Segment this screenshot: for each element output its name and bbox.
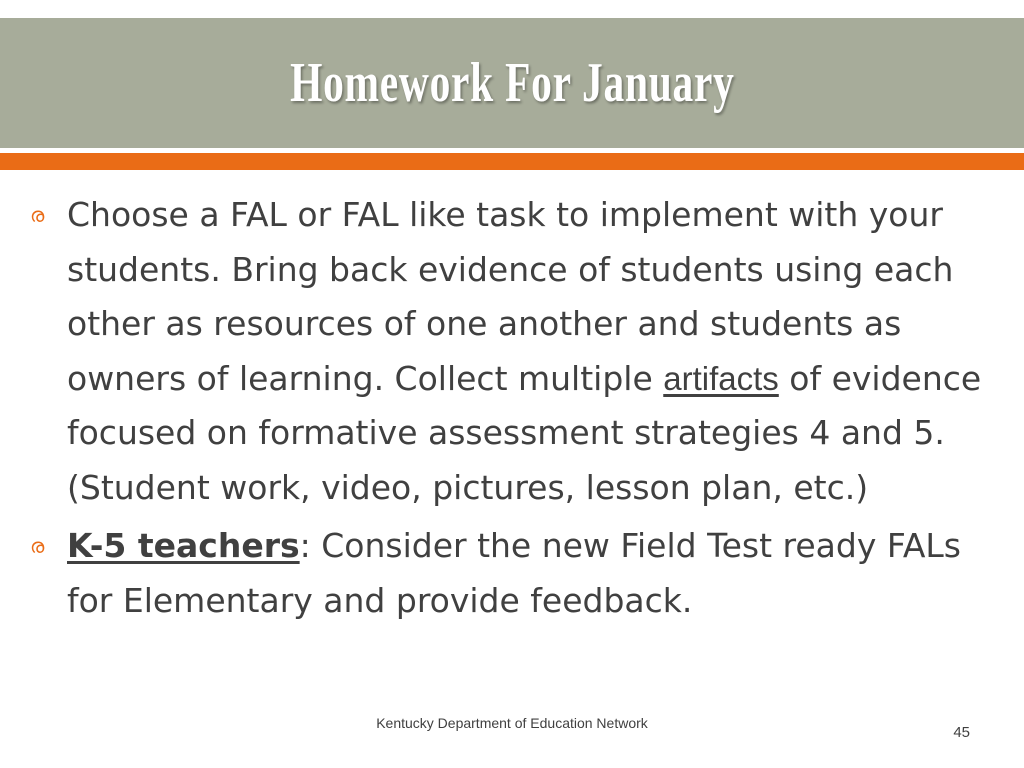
title-band [0, 18, 1024, 148]
ornamental-swirl-icon: ര [30, 534, 45, 558]
ornamental-swirl-icon: ര [30, 203, 45, 227]
footer-text: Kentucky Department of Education Network [376, 715, 648, 731]
bullet-item [30, 519, 990, 628]
k5-teachers-emphasis: K-5 teachers [67, 526, 300, 565]
bullet-text: : Consider the new Field Test ready FALs for Elementary and provide feedback. [67, 526, 961, 620]
bullet-text-continued: of evidence focused on formative assessment strategies 4 and 5. (Student work, video, pictures, lesson plan, etc.) [67, 358, 982, 507]
title-divider-accent [0, 153, 1024, 170]
artifacts-emphasis: artifacts [663, 359, 779, 397]
page-number: 45 [953, 724, 970, 741]
bullet-list [30, 188, 990, 628]
bullet-text: Choose a FAL or FAL like task to implement with your students. Bring back evidence of students using each other as resources of one another and students as owners of learning. Collect multiple [67, 195, 954, 398]
slide-title: Homework For January [289, 52, 735, 114]
bullet-item [30, 188, 990, 515]
